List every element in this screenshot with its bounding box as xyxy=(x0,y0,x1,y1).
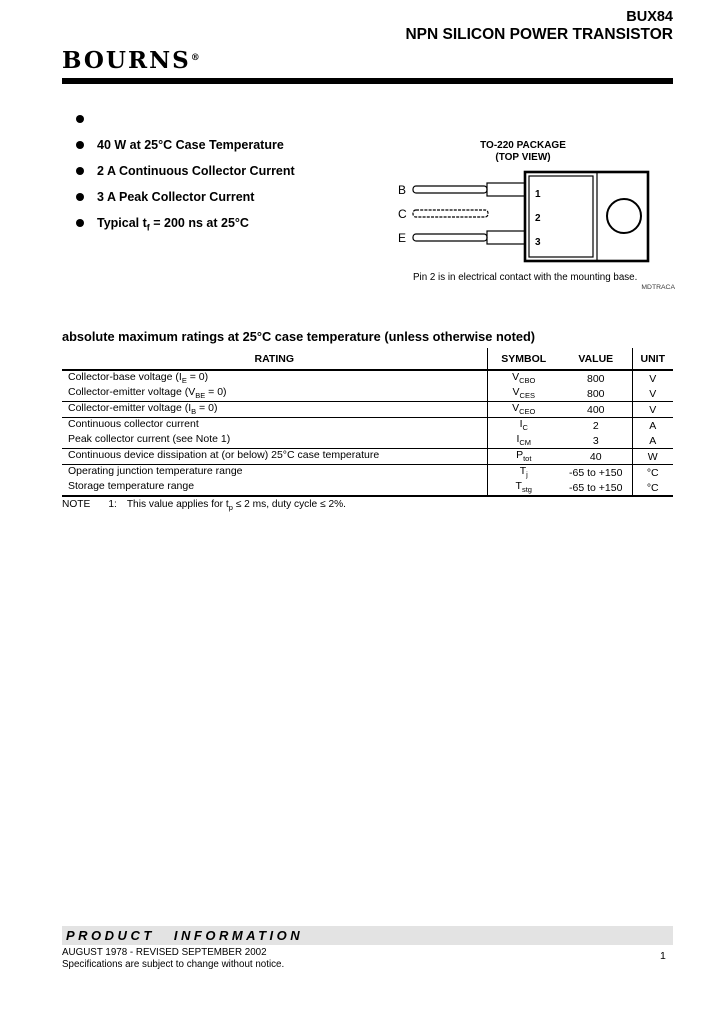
feature-text: 40 W at 25°C Case Temperature xyxy=(97,138,284,152)
lead-label-c: C xyxy=(398,207,407,221)
feature-text: Typical $t_f = 200$ ns at 25°C xyxy=(97,216,249,233)
feature-text: 3 A Peak Collector Current xyxy=(97,190,255,204)
rating-cell: Continuous device dissipation at (or below) 25°C case temperature xyxy=(68,449,380,462)
lead-e-narrow xyxy=(413,234,487,241)
rating-cell: Collector-base voltage $(I_E = 0)$ xyxy=(68,371,209,386)
brand-logo xyxy=(62,46,200,73)
bullet-icon xyxy=(76,115,84,123)
table-row xyxy=(62,402,673,418)
rating-cell: Collector-emitter voltage $(I_B = 0)$ xyxy=(68,402,218,417)
list-item xyxy=(76,216,295,242)
pin-number-2: 2 xyxy=(535,213,541,224)
rating-cell: Continuous collector current xyxy=(68,418,199,431)
lead-b-narrow xyxy=(413,186,487,193)
revision-date: AUGUST 1978 - REVISED SEPTEMBER 2002 xyxy=(62,947,267,958)
value-cell: 2 xyxy=(592,419,599,432)
rating-cell: Storage temperature range xyxy=(68,480,195,493)
value-cell: -65 to +150 xyxy=(569,481,623,494)
bullet-icon xyxy=(76,141,84,149)
bullet-icon xyxy=(76,167,84,175)
lead-e-wide xyxy=(487,231,525,244)
rating-cell: Peak collector current (see Note 1) xyxy=(68,433,231,446)
table-row xyxy=(62,449,673,465)
column-header-unit: UNIT xyxy=(632,348,673,370)
package-body xyxy=(525,172,648,261)
value-cell: 40 xyxy=(589,450,602,463)
table-row xyxy=(62,465,673,481)
note-label: NOTE xyxy=(62,499,91,510)
footer-lines xyxy=(62,947,284,971)
list-item xyxy=(76,138,295,164)
note-number: 1: xyxy=(108,499,117,510)
unit-cell: V xyxy=(632,370,673,386)
page-number: 1 xyxy=(660,950,666,962)
unit-cell: °C xyxy=(632,465,673,481)
column-header-symbol: SYMBOL xyxy=(487,348,560,370)
column-header-value: VALUE xyxy=(578,352,614,365)
table-row xyxy=(62,433,673,449)
registered-mark: ® xyxy=(190,53,200,63)
header-divider xyxy=(62,78,673,84)
unit-cell: A xyxy=(632,433,673,449)
package-title: TO-220 PACKAGE xyxy=(480,140,566,151)
unit-cell: V xyxy=(632,386,673,402)
feature-text: 2 A Continuous Collector Current xyxy=(97,164,295,178)
value-cell: 800 xyxy=(586,387,605,400)
ratings-table xyxy=(62,348,673,497)
lead-b-wide xyxy=(487,183,525,196)
symbol-cell: $T_j$ xyxy=(487,465,560,481)
table-note xyxy=(62,499,346,512)
value-cell: 3 xyxy=(592,434,599,447)
list-item xyxy=(76,190,295,216)
unit-cell: W xyxy=(632,449,673,465)
feature-list xyxy=(76,112,295,242)
symbol-cell: $P_{tot}$ xyxy=(487,449,560,465)
lead-label-e: E xyxy=(398,231,407,245)
unit-cell: °C xyxy=(632,480,673,496)
lead-label-b: B xyxy=(398,183,407,197)
page-title: NPN SILICON POWER TRANSISTOR xyxy=(405,26,673,43)
header-titles xyxy=(405,9,673,44)
table-row xyxy=(62,386,673,402)
symbol-cell: $V_{CES}$ xyxy=(487,386,560,402)
unit-cell: A xyxy=(632,418,673,434)
section-heading: absolute maximum ratings at 25°C case temperature (unless otherwise noted) xyxy=(62,329,536,344)
symbol-cell: $V_{CBO}$ xyxy=(487,370,560,386)
rating-cell: Collector-emitter voltage $(V_{BE} = 0)$ xyxy=(68,386,227,401)
list-item xyxy=(76,164,295,190)
pin-number-1: 1 xyxy=(535,189,541,200)
brand-name: BOURNS xyxy=(62,47,191,74)
rating-cell: Operating junction temperature range xyxy=(68,465,243,478)
table-header-row xyxy=(62,348,673,370)
note-text: This value applies for $t_p \le 2$ ms, duty cycle ≤ 2%. xyxy=(126,499,347,513)
package-caption: Pin 2 is in electrical contact with the mounting base. xyxy=(413,272,638,283)
pin-number-3: 3 xyxy=(535,237,541,248)
part-number: BUX84 xyxy=(626,9,673,25)
symbol-cell: $T_{stg}$ xyxy=(487,480,560,496)
table-row xyxy=(62,480,673,496)
value-cell: 800 xyxy=(586,372,605,385)
bullet-icon xyxy=(76,193,84,201)
symbol-cell: $V_{CEO}$ xyxy=(487,402,560,418)
table-row xyxy=(62,418,673,434)
product-information-banner: PRODUCT INFORMATION xyxy=(62,926,673,945)
drawing-code: MDTRACA xyxy=(641,284,675,291)
value-cell: -65 to +150 xyxy=(569,466,623,479)
unit-cell: V xyxy=(632,402,673,418)
bullet-icon xyxy=(76,219,84,227)
lead-c-narrow xyxy=(413,210,488,217)
list-item xyxy=(76,112,295,138)
value-cell: 400 xyxy=(586,403,605,416)
disclaimer: Specifications are subject to change without notice. xyxy=(62,959,285,970)
column-header-rating: RATING xyxy=(254,352,294,365)
table-row xyxy=(62,370,673,386)
package-subtitle: (TOP VIEW) xyxy=(495,152,551,163)
symbol-cell: $I_{CM}$ xyxy=(487,433,560,449)
package-diagram xyxy=(390,136,680,296)
symbol-cell: $I_C$ xyxy=(487,418,560,434)
